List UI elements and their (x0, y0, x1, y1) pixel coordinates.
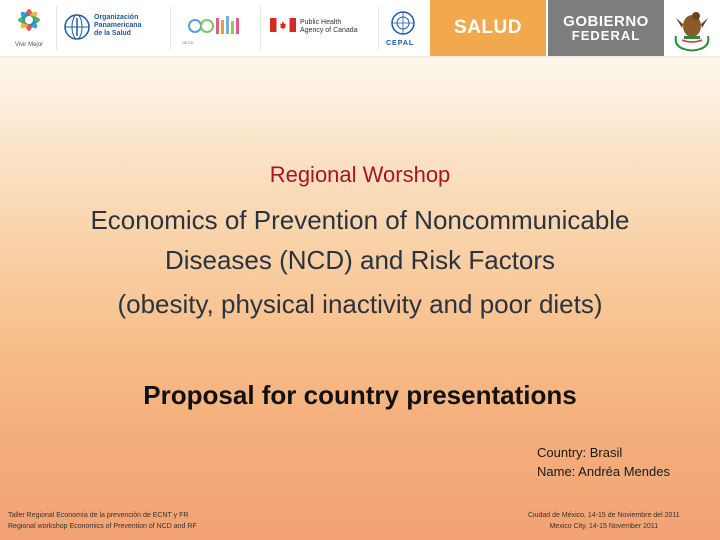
logo-divider (378, 6, 379, 50)
footer-left-line2: Regional workshop Economics of Prevention of NCD and RF (8, 523, 197, 530)
footer-left-line1: Taller Regional Economía de la prevención de ECNT y FR (8, 512, 189, 519)
proposal-heading: Proposal for country presentations (143, 380, 577, 410)
country-label: Country: Brasil (537, 445, 623, 460)
logo-divider (260, 6, 261, 50)
slide-title (40, 200, 680, 324)
phac-logo (268, 4, 372, 52)
title-line1: Economics of Prevention of Noncommunicable (90, 205, 630, 235)
vivir-mejor-logo (6, 4, 52, 52)
canada-flag-icon (270, 18, 296, 32)
ops-name-line2: Panamericana (94, 22, 142, 29)
ops-name (94, 14, 141, 38)
ops-name-line1: Organización (94, 14, 139, 21)
salud-logo: SALUD (430, 0, 546, 56)
logo-divider (56, 6, 57, 50)
presenter-info (537, 443, 670, 481)
vivir-mejor-caption: Vivir Mejor (14, 42, 44, 48)
logo-bar (0, 0, 720, 56)
mexico-coat-of-arms-logo (668, 4, 714, 52)
phac-name (300, 19, 358, 35)
eagle-emblem-icon (670, 6, 714, 52)
logo-divider (170, 6, 171, 50)
phac-name-line2: Agency of Canada (300, 27, 358, 34)
vivir-mejor-burst-icon (13, 4, 45, 36)
ops-logo (62, 4, 162, 52)
footer-workshop-name (8, 510, 197, 532)
oecd-logo (180, 4, 250, 52)
gobierno-line2: FEDERAL (571, 27, 641, 43)
phac-name-line1: Public Health (300, 19, 342, 26)
presenter-name: Name: Andréa Mendes (537, 464, 670, 479)
ops-globe-icon (64, 14, 90, 40)
cepal-logo (384, 4, 422, 52)
ops-name-line3: de la Salud (94, 30, 131, 37)
title-line3: (obesity, physical inactivity and poor diets) (117, 289, 603, 319)
workshop-subtitle: Regional Worshop (269, 162, 451, 187)
oecd-bars-icon (188, 14, 244, 36)
title-line2: Diseases (NCD) and Risk Factors (164, 245, 556, 275)
footer-right-line1: Ciudad de México, 14-15 de Noviembre del 2011 (528, 512, 680, 519)
gobierno-line1: GOBIERNO (563, 12, 649, 30)
oecd-caption: OECD (182, 40, 194, 45)
footer-right-line2: Mexico City, 14-15 November 2011 (549, 523, 659, 530)
un-emblem-icon (390, 10, 416, 36)
cepal-caption: CEPAL (386, 40, 415, 47)
footer-date-location (528, 510, 680, 532)
gobierno-federal-logo (548, 0, 664, 56)
